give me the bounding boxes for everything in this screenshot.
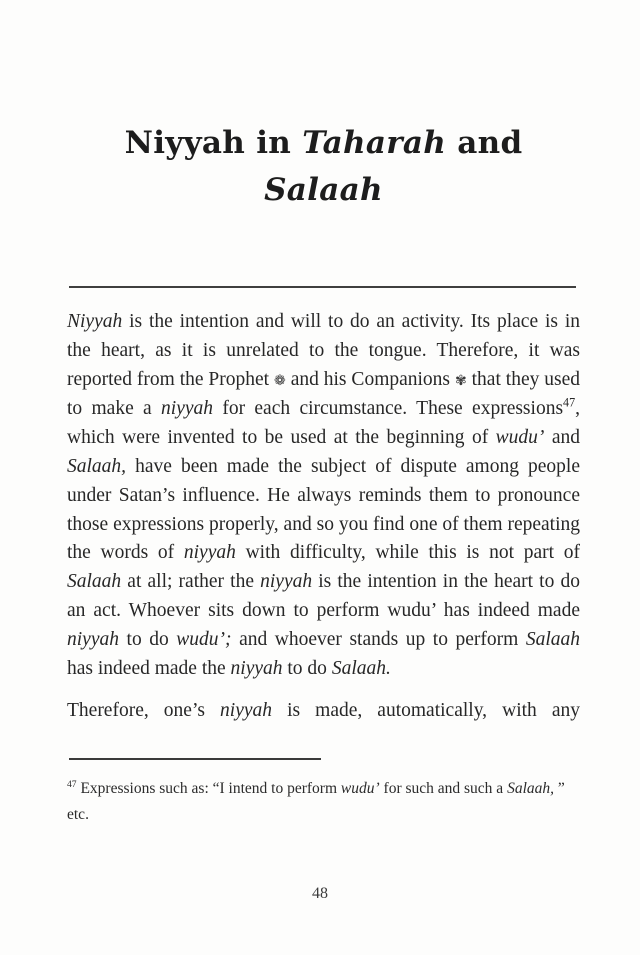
title-divider-rule (69, 286, 576, 288)
prophet-honorific-icon: ❁ (274, 372, 286, 389)
chapter-title (67, 120, 580, 214)
page-number: 48 (312, 885, 328, 902)
chapter-title-line-1: Niyyah in Taharah and (124, 125, 523, 161)
body-text (67, 308, 580, 726)
footnote-47 (67, 776, 580, 828)
footnote-text: Expressions such as: “I intend to perform wudu’ for such and such a Salaah, ” etc. (67, 780, 565, 824)
chapter-title-line-2: Salaah (264, 172, 383, 208)
footnote-divider-rule (69, 758, 321, 760)
companions-honorific-icon: ✾ (454, 372, 467, 389)
paragraph-therefore: Therefore, one’s niyyah is made, automatically, with any (67, 700, 580, 722)
footnote-marker: 47 (67, 779, 77, 790)
paragraph-niyyah-definition: Niyyah is the intention and will to do an activity. Its place is in the heart, as it is unrelated to the tongue. Therefore, it was reported from the Prophet ❁ and his Companions ✾ that they used to make a niyyah for each circumstance. These expressions$^{47}$, which were invented to be used at the beginning of wudu’ and Salaah, have been made the subject of dispute among people under Satan’s influence. He always reminds them to pronounce those expressions properly, and so you find one of them repeating the words of niyyah with difficulty, while this is not part of Salaah at all; rather the niyyah is the intention in the heart to do an act. Whoever sits down to perform wudu’ has indeed made niyyah to do wudu’; and whoever stands up to perform Salaah has indeed made the niyyah to do Salaah. (67, 311, 581, 679)
footnote-block (67, 758, 580, 828)
